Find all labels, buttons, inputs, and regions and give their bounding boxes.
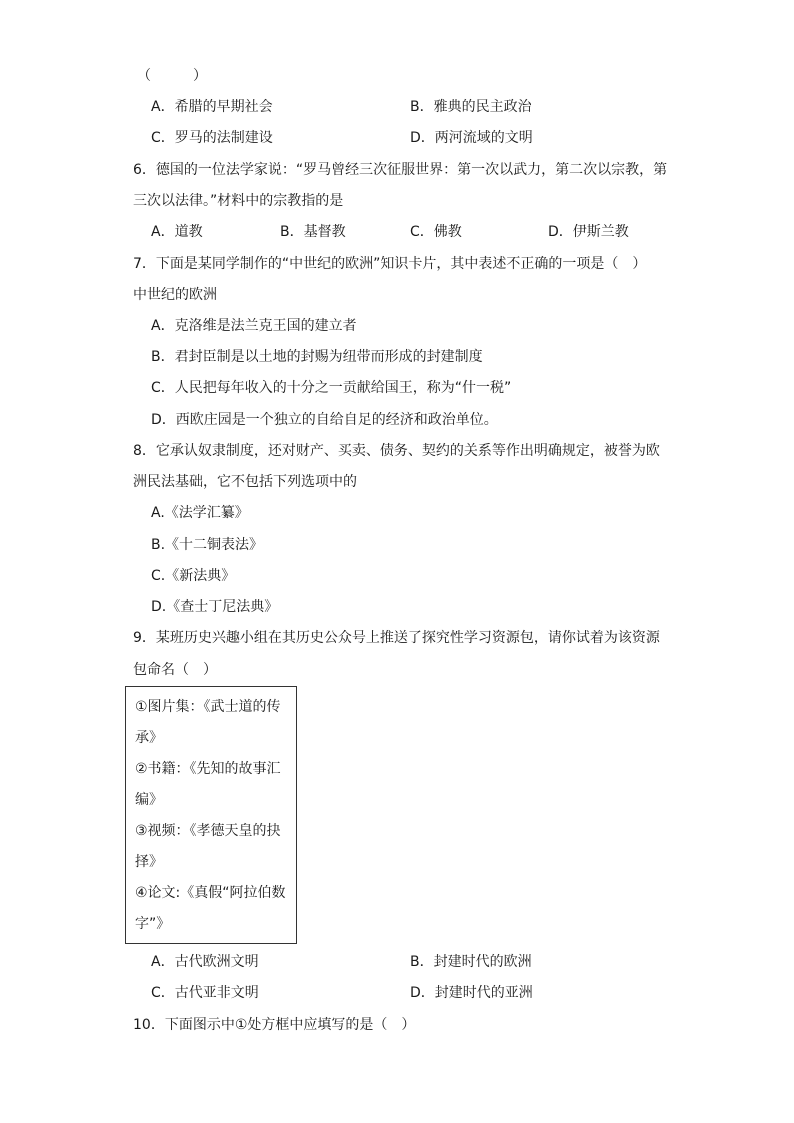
resource-pack-box — [125, 686, 297, 944]
q7-option-c: C．人民把每年收入的十分之一贡献给国王，称为“什一税” — [151, 380, 512, 396]
q8-option-a: A.《法学汇纂》 — [151, 505, 249, 521]
box-line-2: 承》 — [135, 730, 163, 746]
q9-option-a: A．古代欧洲文明 — [151, 954, 259, 970]
q7-option-b: B．君封臣制是以土地的封赐为纽带而形成的封建制度 — [151, 349, 483, 365]
box-line-4: 编》 — [135, 792, 163, 808]
q8-option-b: B.《十二铜表法》 — [151, 537, 264, 553]
q8-stem-line2: 洲民法基础，它不包括下列选项中的 — [133, 474, 357, 490]
q6-option-c: C．佛教 — [410, 224, 462, 240]
q8-stem-line1: 8．它承认奴隶制度，还对财产、买卖、债务、契约的关系等作出明确规定，被誉为欧 — [133, 443, 660, 459]
q6-option-a: A．道教 — [151, 224, 203, 240]
q9-stem-line2: 包命名（ ） — [133, 662, 217, 678]
q5-option-a: A．希腊的早期社会 — [151, 99, 273, 115]
q9-option-d: D．封建时代的亚洲 — [410, 985, 533, 1001]
q5-stem-tail: （ ） — [137, 68, 207, 84]
q6-stem-line1: 6．德国的一位法学家说：“罗马曾经三次征服世界：第一次以武力，第二次以宗教，第 — [133, 162, 668, 178]
q7-card-title: 中世纪的欧洲 — [133, 287, 217, 303]
q8-option-c: C.《新法典》 — [151, 568, 236, 584]
box-line-6: 择》 — [135, 854, 163, 870]
box-line-8: 字”》 — [135, 916, 171, 932]
q6-option-d: D．伊斯兰教 — [548, 224, 629, 240]
q9-option-c: C．古代亚非文明 — [151, 985, 259, 1001]
q7-option-d: D．西欧庄园是一个独立的自给自足的经济和政治单位。 — [151, 412, 498, 428]
q7-stem: 7．下面是某同学制作的“中世纪的欧洲”知识卡片，其中表述不正确的一项是（ ） — [133, 256, 647, 272]
box-line-7: ④论文:《真假“阿拉伯数 — [135, 885, 286, 901]
q5-option-b: B．雅典的民主政治 — [410, 99, 532, 115]
q6-stem-line2: 三次以法律。”材料中的宗教指的是 — [133, 193, 344, 209]
q5-option-c: C．罗马的法制建设 — [151, 130, 273, 146]
q8-option-d: D.《查士丁尼法典》 — [151, 599, 279, 615]
q5-option-d: D．两河流域的文明 — [410, 130, 533, 146]
q9-option-b: B．封建时代的欧洲 — [410, 954, 532, 970]
box-line-1: ①图片集：《武士道的传 — [135, 699, 281, 715]
q6-option-b: B．基督教 — [280, 224, 346, 240]
box-line-5: ③视频：《孝德天皇的抉 — [135, 823, 281, 839]
q9-stem-line1: 9．某班历史兴趣小组在其历史公众号上推送了探究性学习资源包，请你试着为该资源 — [133, 630, 660, 646]
box-line-3: ②书籍：《先知的故事汇 — [135, 761, 281, 777]
q10-stem: 10．下面图示中①处方框中应填写的是（ ） — [133, 1017, 416, 1033]
q7-option-a: A．克洛维是法兰克王国的建立者 — [151, 318, 357, 334]
